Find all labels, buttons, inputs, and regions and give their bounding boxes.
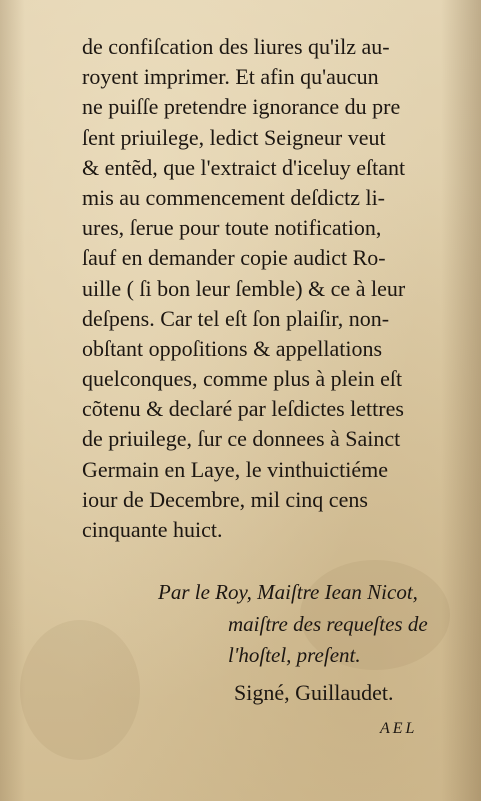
page-gutter-shadow [0, 0, 25, 801]
signature-line-1: Par le Roy, Maiſtre Iean Nicot, [158, 580, 418, 604]
paper-stain [20, 620, 140, 760]
text-line: de priuilege, ſur ce donnees à Sainct [82, 426, 401, 452]
text-line: cõtenu & declaré par leſdictes lettres [82, 396, 404, 422]
privilege-text [82, 32, 464, 545]
text-line: cinquante huict. [82, 517, 223, 542]
text-line: deſpens. Car tel eſt ſon plaiſir, non- [82, 305, 390, 331]
text-line: uille ( ſi bon leur ſemble) & ce à leur [82, 275, 406, 301]
text-line: obſtant oppoſitions & appellations [82, 335, 383, 361]
catchword: AEL [380, 720, 418, 737]
text-line: royent imprimer. Et afin qu'aucun [82, 64, 379, 90]
signature-line-2: maiſtre des requeſtes de [228, 612, 428, 636]
text-line: Germain en Laye, le vinthuictiéme [82, 456, 389, 482]
text-line: ſauf en demander copie audict Ro- [82, 245, 386, 271]
text-line: ſent priuilege, ledict Seigneur veut [82, 124, 386, 150]
text-line: ures, ſerue pour toute notification, [82, 215, 382, 241]
signature-line-3: l'hoſtel, preſent. [228, 643, 361, 667]
text-line: quelconques, comme plus à plein eſt [82, 366, 403, 392]
text-line: ne puiſſe pretendre ignorance du pre [82, 94, 401, 120]
text-line: iour de Decembre, mil cinq cens [82, 486, 368, 512]
text-line: & entẽd, que l'extraict d'iceluy eſtant [82, 154, 406, 180]
text-line: mis au commencement deſdictz li- [82, 184, 386, 210]
signed-by: Signé, Guillaudet. [234, 680, 394, 705]
text-line: de confiſcation des liures qu'ilz au- [82, 34, 390, 59]
